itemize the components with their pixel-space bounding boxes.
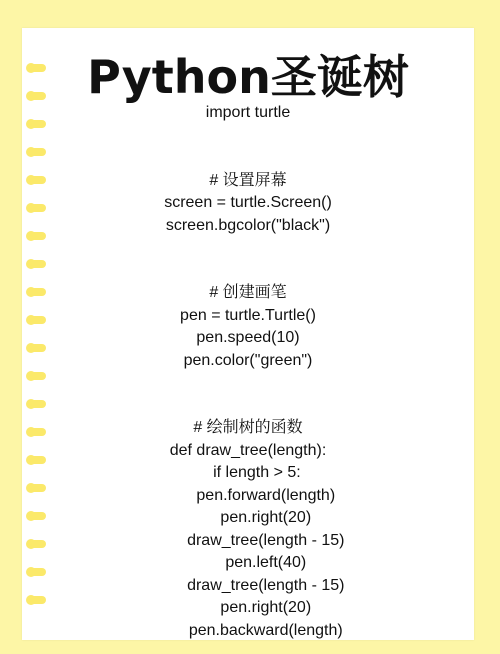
- code-line: [22, 395, 474, 418]
- code-line: pen = turtle.Turtle(): [180, 306, 316, 324]
- code-line: pen.right(20): [184, 599, 312, 616]
- code-line: if length > 5:: [195, 464, 301, 481]
- code-line: draw_tree(length - 15): [151, 531, 345, 549]
- code-line: [22, 147, 474, 170]
- code-line: import turtle: [205, 104, 291, 121]
- code-line: pen.left(40): [189, 554, 307, 571]
- code-line: draw_tree(length - 15): [151, 576, 345, 594]
- code-line: pen.color("green"): [183, 351, 313, 369]
- code-listing: [22, 102, 474, 642]
- code-line: # 创建画笔: [209, 284, 287, 301]
- page-title: Python圣诞树: [87, 50, 409, 104]
- code-line: # 设置屏幕: [209, 171, 287, 189]
- code-line: [22, 237, 474, 260]
- code-line: [22, 125, 474, 148]
- code-line: pen.speed(10): [196, 329, 300, 346]
- code-line: def draw_tree(length):: [169, 441, 327, 459]
- code-line: pen.forward(length): [160, 486, 336, 504]
- code-line: screen.bgcolor("black"): [165, 216, 331, 234]
- code-line: pen.backward(length): [153, 621, 343, 639]
- code-line: [22, 260, 474, 283]
- code-line: screen = turtle.Screen(): [164, 194, 332, 211]
- code-line: [22, 372, 474, 395]
- code-line: pen.right(20): [184, 509, 312, 526]
- code-line: # 绘制树的函数: [193, 419, 303, 436]
